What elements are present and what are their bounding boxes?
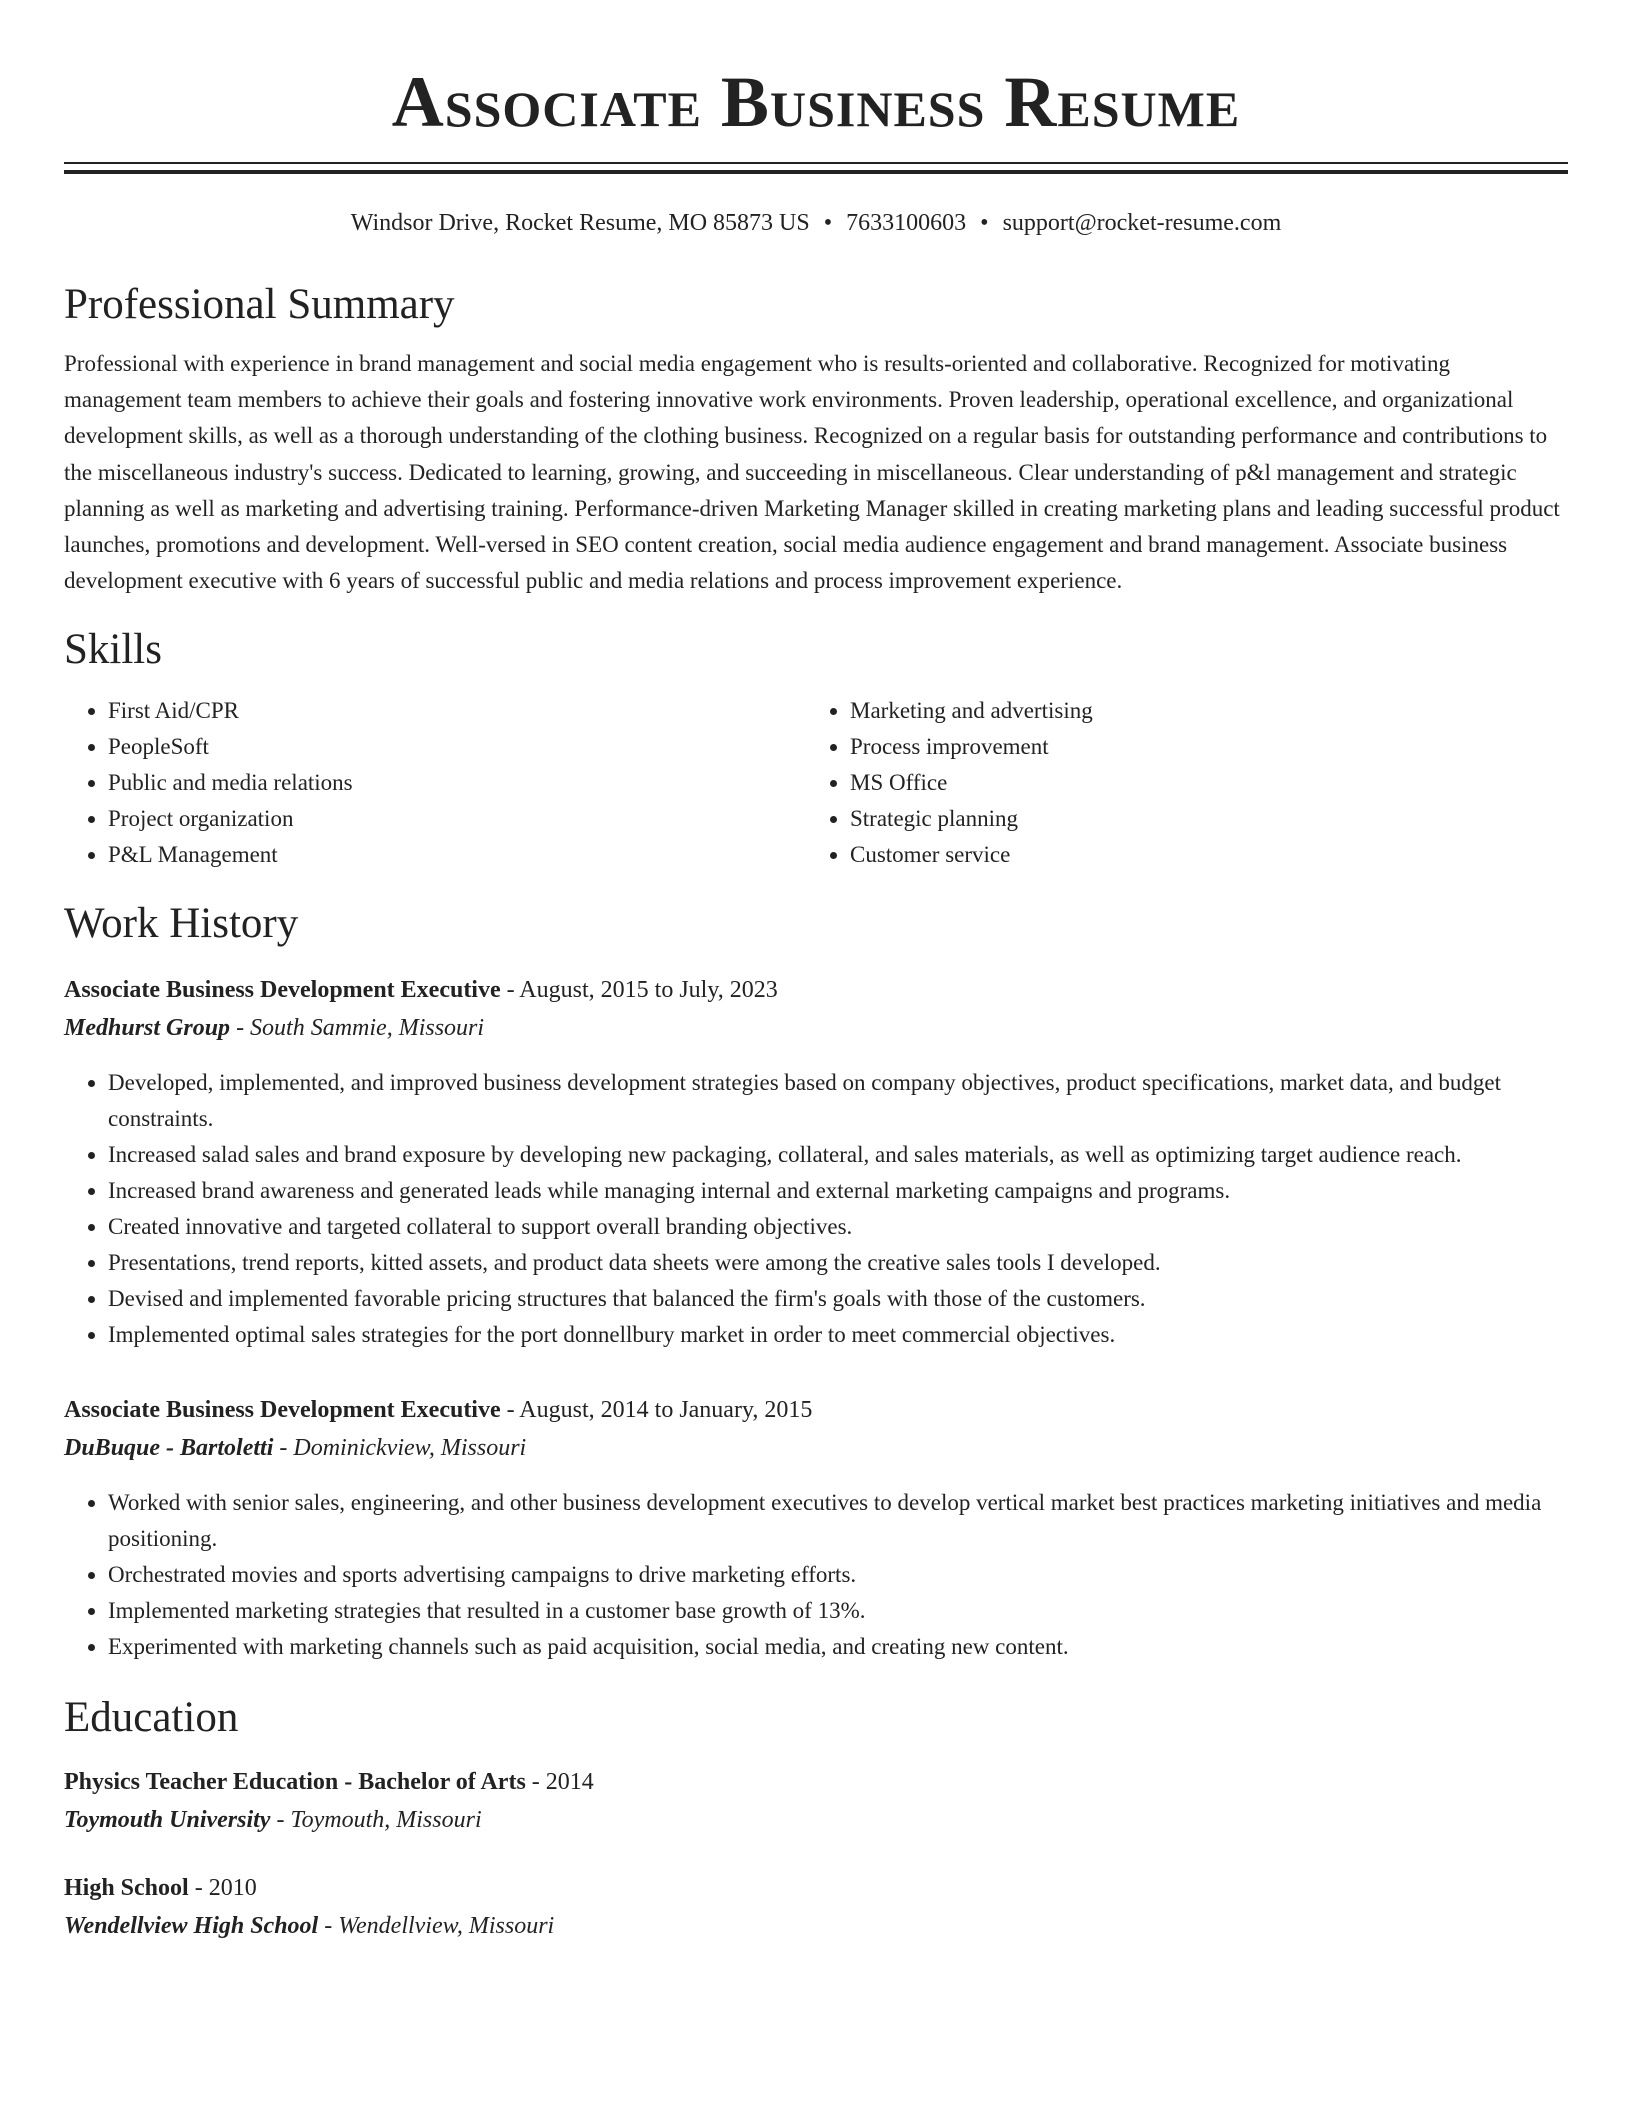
section-heading-education: Education [64,1694,239,1742]
skill-item: • Process improvement [850,729,1548,765]
job-company: Medhurst Group [64,1015,231,1042]
job-bullet: • Increased salad sales and brand exposure by developing new packaging, collateral, and sales materials, as well as optimizing target audience reach. [108,1137,1568,1173]
job-location: - Dominickview, Missouri [273,1435,527,1462]
education-degree: High School [64,1875,189,1902]
education-school: Toymouth University [64,1807,271,1834]
job-bullet: • Worked with senior sales, engineering, and other business development executives to develop vertical market best practices marketing initiatives and media positioning. [108,1485,1568,1557]
education-degree: Physics Teacher Education - Bachelor of Arts [64,1769,526,1796]
summary-text: Professional with experience in brand management and social media engagement who is results-oriented and collaborative. Recognized for motivating management team members to achieve their goals and fostering innovative work environments. Proven leadership, operational excellence, and organizational development skills, as well as a thorough understanding of the clothing business. Recognized on a regular basis for outstanding performance and contributions to the miscellaneous industry's success. Dedicated to learning, growing, and succeeding in miscellaneous. Clear understanding of p&l management and strategic planning as well as marketing and advertising training. Performance-driven Marketing Manager skilled in creating marketing plans and leading successful product launches, promotions and development. Well-versed in SEO content creation, social media audience engagement and brand management. Associate business development executive with 6 years of successful public and media relations and process improvement experience. [64,351,1560,594]
job-title-line [64,1391,1568,1429]
skill-item: • Project organization [108,801,806,837]
section-heading-work-history: Work History [64,900,299,948]
skill-item: • First Aid/CPR [108,693,806,729]
contact-address: Windsor Drive, Rocket Resume, MO 85873 US [350,210,810,236]
skill-item: • P&L Management [108,837,806,873]
resume-page [64,0,1568,1945]
education-entry [64,1869,1568,1945]
skill-item: • Customer service [850,837,1548,873]
job-entry [64,1391,1568,1665]
skill-item: • MS Office [850,765,1548,801]
skills-column-left [64,693,806,873]
job-entry [64,971,1568,1353]
job-company-line [64,1429,1568,1467]
skill-item: • Strategic planning [850,801,1548,837]
education-degree-line [64,1869,1568,1907]
job-bullet: • Presentations, trend reports, kitted assets, and product data sheets were among the creative sales tools I developed. [108,1245,1568,1281]
contact-separator: • [980,210,989,236]
job-location: - South Sammie, Missouri [230,1015,485,1042]
job-bullet: • Devised and implemented favorable pricing structures that balanced the firm's goals with those of the customers. [108,1281,1568,1317]
education-location: - Wendellview, Missouri [318,1913,555,1940]
education-school-line [64,1801,1568,1839]
education-year: - 2010 [188,1875,257,1902]
skills-list [64,693,1568,873]
skill-item: • PeopleSoft [108,729,806,765]
education-school-line [64,1907,1568,1945]
job-title: Associate Business Development Executive [64,977,501,1004]
job-bullet: • Implemented optimal sales strategies for the port donnellbury market in order to meet commercial objectives. [108,1317,1568,1353]
section-heading-skills: Skills [64,626,162,674]
education-degree-line [64,1763,1568,1801]
job-bullets [64,1485,1568,1665]
job-bullet: • Increased brand awareness and generated leads while managing internal and external marketing campaigns and programs. [108,1173,1568,1209]
education-location: - Toymouth, Missouri [270,1807,482,1834]
job-bullet: • Implemented marketing strategies that resulted in a customer base growth of 13%. [108,1593,1568,1629]
contact-line [64,208,1568,238]
contact-phone: 7633100603 [846,210,967,236]
resume-title: Associate Business Resume [391,62,1241,142]
skill-item: • Marketing and advertising [850,693,1548,729]
job-dates: - August, 2014 to January, 2015 [500,1397,813,1424]
job-bullet: • Experimented with marketing channels such as paid acquisition, social media, and creating new content. [108,1629,1568,1665]
job-bullet: • Developed, implemented, and improved business development strategies based on company objectives, product specifications, market data, and budget constraints. [108,1065,1568,1137]
skill-item: • Public and media relations [108,765,806,801]
education-school: Wendellview High School [64,1913,319,1940]
title-divider-thin [64,162,1568,164]
job-bullet: • Orchestrated movies and sports advertising campaigns to drive marketing efforts. [108,1557,1568,1593]
education-entry [64,1763,1568,1839]
job-dates: - August, 2015 to July, 2023 [500,977,778,1004]
section-heading-summary: Professional Summary [64,281,455,328]
title-divider-thick [64,170,1568,174]
job-company: DuBuque - Bartoletti [64,1435,274,1462]
education-year: - 2014 [525,1769,594,1796]
job-company-line [64,1009,1568,1047]
skills-column-right [806,693,1548,873]
job-bullets [64,1065,1568,1353]
contact-separator: • [823,210,833,236]
job-title: Associate Business Development Executive [64,1397,501,1424]
contact-email: support@rocket-resume.com [1002,210,1282,236]
job-bullet: • Created innovative and targeted collateral to support overall branding objectives. [108,1209,1568,1245]
job-title-line [64,971,1568,1009]
